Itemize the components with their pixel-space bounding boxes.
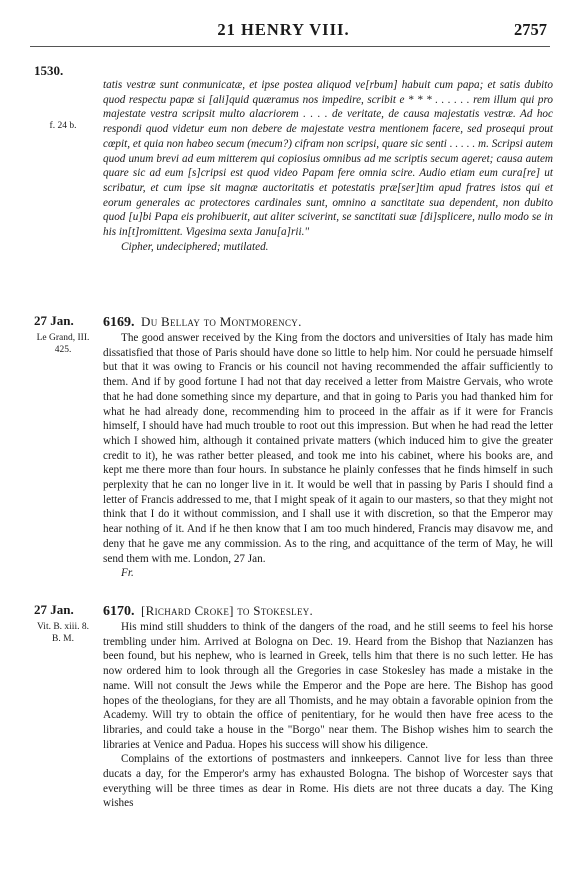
latin-paragraph: tatis vestræ sunt conmunicatæ, et ipse postea aliquod ve[rbum] habuit cum papa; et satis dubito quod respectu papæ si [ali]quid quæramus nos impedire, scribit e * * * . . . . . . rem illum qui pro majestate vestra scripsit multo alacriorem . . . . de veritate, de causa majestatis vestræ. Ad hoc respondi quod videtur eum non debere de majestate vestra mentionem facere, sed prosequi prout cœpit, et quia non habeo secum (mecum?) cifram non scripsi, quare sic senti . . . . . m. Scripsi autem quod unum brevi ad eum mitterem qui copiosius omnibus ad me scriptis secum ageret; causa autem quare sic ad eum [s]cripsi est quod video Papam fere omnia scire. Audio etiam eum cura[re] ut scribatur, et cum ipse sit magnæ auctoritatis et potestatis præ[ser]tim apud fratres istos qui et eorum generales ac protectores cardinales sunt, omnino a sanctitate sua dependent, non dubito quod [u]bi Papa eis prohibuerit, aut aliter sciverint, se sanctitati suæ [di]splicere, nullo modo se in his in[t]romittent. Vigesima sexta Janu[a]rii." xyxy=(103,79,553,239)
entry-language: Fr. xyxy=(121,567,134,580)
entry-date: 27 Jan. xyxy=(34,313,74,328)
latin-body xyxy=(103,78,553,254)
entry-correspondents: Du Bellay to Montmorency. xyxy=(141,314,302,329)
margin-folio: f. 24 b. xyxy=(49,121,77,131)
entry-body xyxy=(103,314,553,581)
header-rule xyxy=(30,46,550,47)
margin-year: 1530. xyxy=(34,63,64,78)
page-number: 2757 xyxy=(514,20,547,39)
running-title: 21 HENRY VIII. xyxy=(217,20,350,39)
entry-number: 6170. xyxy=(103,604,135,619)
entry-heading xyxy=(103,314,553,331)
entry-correspondents: [Richard Croke] to Stokesley. xyxy=(141,603,314,618)
latin-note: Cipher, undeciphered; mutilated. xyxy=(121,240,269,253)
entry-source: Vit. B. xiii. 8. B. M. xyxy=(37,622,89,644)
entry-heading xyxy=(103,603,553,620)
entry-body xyxy=(103,603,553,811)
entry-paragraph: The good answer received by the King from the doctors and universities of Italy has made him dissatisfied that those of Paris should have done so little to help him. Nor could he persuade himself but that it was owing to Francis or his council not having recommended the affair sufficiently to them. And if by good fortune I had not that day received a letter from Maistre Gervais, who wrote that he had done something since my departure, and that in going to Paris you had thanked him for what he had already done, recommending him to proceed in the affair as if it were for Francis himself, I should have had much trouble to root out this impression. But when he had read the letter which I showed him, although it contained private matters (which induced him to give the greater credit to it), he was rather better pleased, and took me into his cabinet, where his books are, and kept me there more than four hours. In substance he plainly confesses that he finds himself in such perplexity that he can no longer live in it. It would be well that in passing by Paris I should find a letter of Francis addressed to me, that I might speak of it again to our masters, so that they might not think that I do it without commission, and I shall use it with discretion, so that the Emperor may hear nothing of it. And if he then know that I am too much hindered, Francis may disavow me, and deny that he gave me any commission. As to the ring, and acquittance of the term of May, he will send them with me. London, 27 Jan. xyxy=(103,332,553,565)
page-header xyxy=(0,20,567,42)
entry-number: 6169. xyxy=(103,315,135,330)
entry-paragraph-2: Complains of the extortions of postmasters and innkeepers. Cannot live for less than three ducats a day, for the Emperor's army has exhausted Bologna. The bishop of Worcester says that everything will be three times as dear in Rome. His diets are not three ducats a day. The King wishes xyxy=(103,753,553,810)
entry-date: 27 Jan. xyxy=(34,602,74,617)
entry-paragraph-1: His mind still shudders to think of the dangers of the road, and he still seems to feel his horse trembling under him. Arrived at Bologna on Dec. 19. Heard from the Bishop that Nazianzen has been found, but his nephew, who is learned in Greek, tells him that there is no such letter. He has now ordered him to look through all the Gregories in case Stokesley has made a mistake in the name. Will not consult the Jews while the Emperor and the Pope are here. The Bishop has good hopes of the theologians, for they are all Thomists, and he may obtain a favorable opinion from the Academy. Will try to obtain the office of penitentiary, for he would then have free acess to the libraries, and could take a house in the "Borgo" near them. The Bishop wishes him to search the libraries at Venice and Padua. Hopes his success will show his diligence. xyxy=(103,621,553,751)
entry-source: Le Grand, III. 425. xyxy=(36,333,90,355)
